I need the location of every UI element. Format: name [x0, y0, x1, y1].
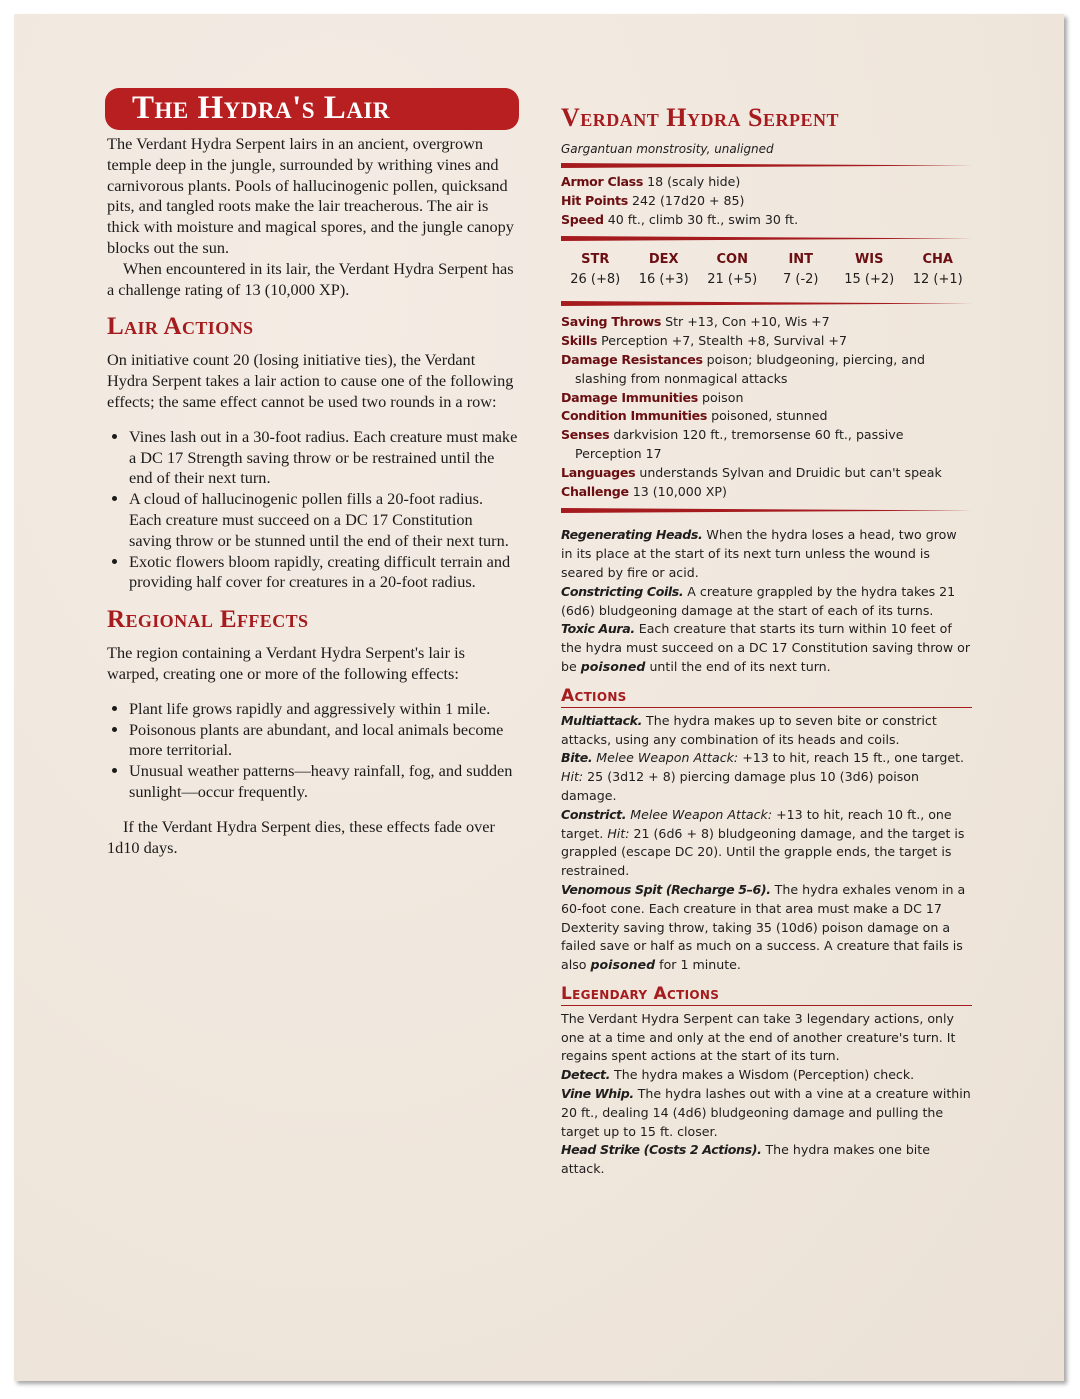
ability-score: 15 (+2) — [844, 272, 895, 288]
ability-name: INT — [788, 252, 814, 268]
ability-scores — [561, 250, 972, 290]
regional-effects-heading: Regional Effects — [107, 606, 309, 634]
ability-score: 7 (-2) — [782, 272, 819, 288]
divider — [561, 507, 972, 514]
legendary-actions-heading: Legendary Actions — [561, 983, 972, 1006]
monster-name: Verdant Hydra Serpent — [561, 103, 839, 132]
skills-label: Skills — [561, 333, 598, 349]
ability-name: WIS — [854, 252, 884, 268]
list-item: • Vines lash out in a 30-foot radius. Each creature must make a DC 17 Strength saving throw or be restrained until the end of their next turn. — [129, 427, 519, 489]
trait-toxic-aura: Toxic Aura. Each creature that starts its turn within 10 feet of the hydra must succeed on a DC 17 Constitution saving throw or be poisoned until the end of its next turn. — [561, 621, 971, 674]
saving-throws-label: Saving Throws — [561, 314, 662, 330]
monster-type: Gargantuan monstrosity, unaligned — [561, 142, 774, 156]
damage-resistances-label: Damage Resistances — [561, 351, 703, 367]
ability-name: STR — [581, 252, 610, 268]
action-constrict: Constrict. Melee Weapon Attack: +13 to hit, reach 10 ft., one target. Hit: 21 (6d6 + 8) bludgeoning damage, and the target is grappled (escape DC 20). Until the grapple ends, the target is restrained. — [561, 806, 965, 879]
ability-name: CHA — [922, 252, 953, 268]
divider — [561, 162, 972, 169]
ability-score: 26 (+8) — [570, 272, 621, 288]
legendary-head-strike: Head Strike (Costs 2 Actions). The hydra makes one bite attack. — [561, 1142, 930, 1177]
languages-label: Languages — [561, 464, 636, 480]
lair-actions-heading: Lair Actions — [107, 313, 254, 341]
ability-name: DEX — [648, 252, 679, 268]
hit-points-value: 242 (17d20 + 85) — [631, 192, 745, 208]
regional-outro: If the Verdant Hydra Serpent dies, these effects fade over 1d10 days. — [107, 816, 495, 857]
senses-label: Senses — [561, 427, 610, 443]
regional-intro: The region containing a Verdant Hydra Serpent's lair is warped, creating one or more of the following effects: — [107, 643, 466, 683]
trait-regenerating-heads: Regenerating Heads. When the hydra loses a head, two grow in its place at the start of its next turn unless the wound is seared by fire or acid. — [561, 527, 957, 580]
list-item: • Exotic flowers bloom rapidly, creating difficult terrain and providing half cover for creatures in a 20-foot radius. — [129, 552, 519, 594]
speed-value: 40 ft., climb 30 ft., swim 30 ft. — [607, 211, 799, 227]
challenge-value: 13 (10,000 XP) — [632, 483, 727, 499]
ability-name: CON — [716, 252, 748, 268]
lair-cr-note: When encountered in its lair, the Verdant Hydra Serpent has a challenge rating of 13 (10,000 XP). — [107, 258, 514, 299]
actions-heading: Actions — [561, 685, 972, 708]
list-item: • Plant life grows rapidly and aggressively within 1 mile. — [129, 699, 519, 720]
hit-points-label: Hit Points — [561, 192, 628, 208]
lair-actions-intro: On initiative count 20 (losing initiative ties), the Verdant Hydra Serpent takes a lair action to cause one of the following effects; the same effect cannot be used two rounds in a row: — [107, 350, 514, 411]
ability-score: 21 (+5) — [707, 272, 758, 288]
challenge-label: Challenge — [561, 483, 629, 499]
armor-class-label: Armor Class — [561, 174, 644, 189]
condition-immunities-label: Condition Immunities — [561, 408, 708, 424]
trait-constricting-coils: Constricting Coils. A creature grappled by the hydra takes 21 (6d6) bludgeoning damage at the start of each of its turns. — [561, 583, 956, 618]
lair-intro: The Verdant Hydra Serpent lairs in an ancient, overgrown temple deep in the jungle, surrounded by writhing vines and carnivorous plants. Pools of hallucinogenic pollen, quicksand pits, and tangled roots make the lair treacherous. The air is thick with moisture and magical spores, and the jungle canopy blocks out the sun. — [107, 134, 514, 257]
stat-block — [561, 104, 972, 1179]
ability-score: 12 (+1) — [912, 272, 963, 288]
skills-value: Perception +7, Stealth +8, Survival +7 — [601, 333, 848, 349]
damage-immunities-value: poison — [701, 389, 744, 405]
condition-immunities-value: poisoned, stunned — [711, 408, 828, 424]
senses-value: darkvision 120 ft., tremorsense 60 ft., passive Perception 17 — [575, 427, 904, 461]
action-bite: Bite. Melee Weapon Attack: +13 to hit, reach 15 ft., one target. Hit: 25 (3d12 + 8) piercing damage plus 10 (3d6) poison damage. — [561, 750, 965, 803]
lair-actions-list — [107, 427, 519, 593]
legendary-vine-whip: Vine Whip. The hydra lashes out with a vine at a creature within 20 ft., dealing 14 (4d6) bludgeoning damage and pulling the target up to 15 ft. closer. — [561, 1086, 971, 1139]
damage-immunities-label: Damage Immunities — [561, 389, 698, 405]
lair-title-banner: The Hydra's Lair — [105, 88, 519, 130]
list-item: • Poisonous plants are abundant, and local animals become more territorial. — [129, 720, 519, 762]
armor-class-value: 18 (scaly hide) — [647, 174, 741, 189]
lair-column — [107, 88, 519, 858]
list-item: • A cloud of hallucinogenic pollen fills a 20-foot radius. Each creature must succeed on a DC 17 Constitution saving throw or be stunned until the end of their next turn. — [129, 489, 519, 551]
languages-value: understands Sylvan and Druidic but can't speak — [639, 464, 942, 480]
legendary-detect: Detect. The hydra makes a Wisdom (Perception) check. — [561, 1067, 915, 1083]
ability-score: 16 (+3) — [638, 272, 689, 288]
parchment-page — [14, 14, 1064, 1381]
damage-resistances-value: poison; bludgeoning, piercing, and slashing from nonmagical attacks — [575, 351, 925, 386]
action-venomous-spit: Venomous Spit (Recharge 5–6). The hydra exhales venom in a 60-foot cone. Each creature in that area must make a DC 17 Dexterity saving throw, taking 35 (10d6) poison damage on a failed save or half as much on a success. A creature that fails is also poisoned for 1 minute. — [561, 881, 966, 973]
divider — [561, 300, 972, 307]
list-item: • Unusual weather patterns—heavy rainfall, fog, and sudden sunlight—occur frequently. — [129, 761, 519, 803]
regional-effects-list — [107, 699, 519, 803]
speed-label: Speed — [561, 211, 604, 227]
legendary-intro: The Verdant Hydra Serpent can take 3 legendary actions, only one at a time and only at the end of another creature's turn. It regains spent actions at the start of its turn. — [561, 1010, 956, 1064]
divider — [561, 235, 972, 242]
action-multiattack: Multiattack. The hydra makes up to seven bite or constrict attacks, using any combination of its heads and coils. — [561, 712, 937, 747]
saving-throws-value: Str +13, Con +10, Wis +7 — [665, 314, 830, 330]
